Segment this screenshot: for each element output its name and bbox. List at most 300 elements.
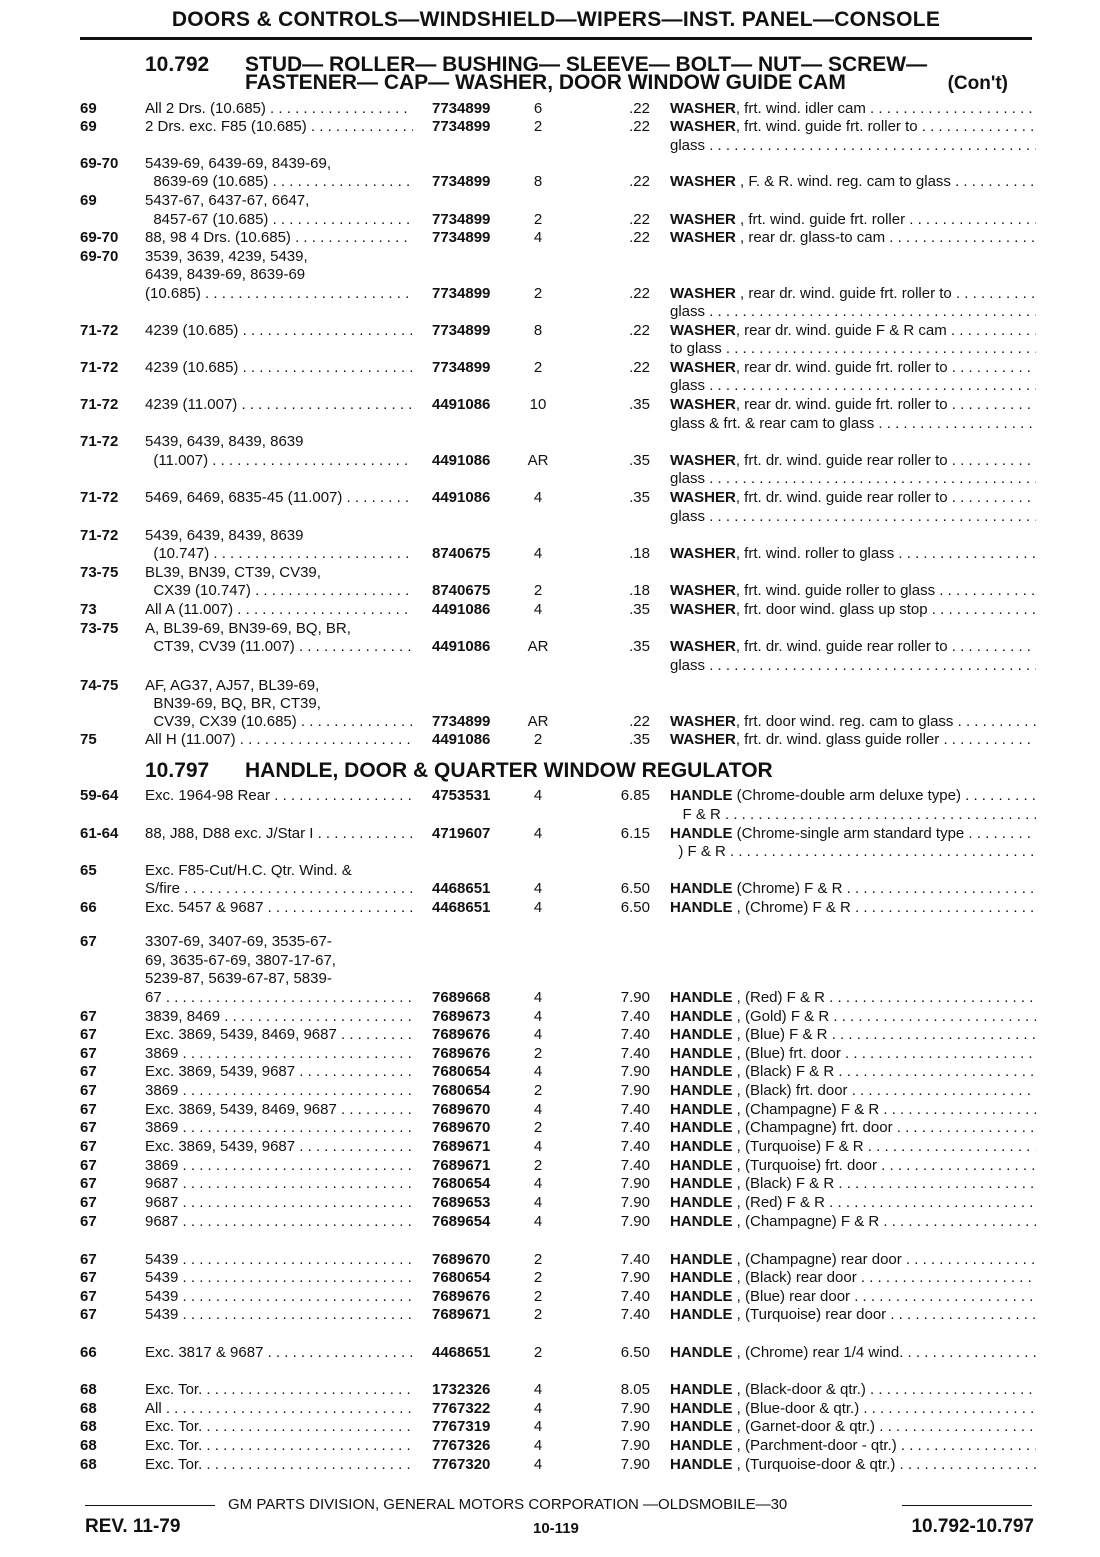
part-name: HANDLE <box>670 1418 733 1435</box>
part-detail: (Chrome) F & R <box>732 880 843 897</box>
part-number: 7734899 <box>432 211 491 228</box>
quantity: 4 <box>533 1400 543 1417</box>
application: All A (11.007) . . . <box>145 601 413 620</box>
price: 7.90 <box>620 1418 650 1435</box>
part-name: WASHER <box>670 229 736 246</box>
application: BL39, BN39, CT39, CV39, <box>145 564 321 581</box>
application: Exc. 3869, 5439, 9687 . . . <box>145 1063 413 1082</box>
part-number: 7680654 <box>432 1063 491 1080</box>
part-detail: ) F & R <box>670 843 726 860</box>
price: 6.50 <box>620 899 650 916</box>
application: 4239 (10.685) . . . <box>145 359 413 378</box>
price: .22 <box>629 322 650 339</box>
description <box>670 211 1036 230</box>
part-detail: , (Parchment-door - qtr.) <box>732 1437 897 1454</box>
part-name: HANDLE <box>670 899 733 916</box>
description <box>670 1119 1036 1138</box>
application: BN39-69, BQ, BR, CT39, <box>145 695 321 712</box>
description <box>670 489 1036 508</box>
application: 88, 98 4 Drs. (10.685) . . . <box>145 229 413 248</box>
part-detail: glass <box>670 657 706 674</box>
part-number: 4468651 <box>432 880 491 897</box>
quantity: 4 <box>533 601 543 618</box>
price: 7.40 <box>620 1008 650 1025</box>
part-detail: , (Red) F & R <box>732 1194 826 1211</box>
part-detail: , (Black-door & qtr.) <box>732 1381 866 1398</box>
application: Exc. Tor. . . . <box>145 1381 413 1400</box>
price: .22 <box>629 359 650 376</box>
description <box>670 657 1036 676</box>
quantity: 2 <box>533 359 543 376</box>
description <box>670 452 1036 471</box>
application: 5439, 6439, 8439, 8639 <box>145 433 304 450</box>
part-detail: , (Champagne) F & R <box>732 1213 880 1230</box>
part-detail: , (Black) frt. door <box>732 1082 848 1099</box>
part-detail: , rear dr. wind. guide frt. roller to <box>735 359 948 376</box>
part-detail: , (Turquoise) F & R <box>732 1138 864 1155</box>
application: 8457-67 (10.685) . . . <box>145 211 413 230</box>
description <box>670 137 1036 156</box>
model-year: 69 <box>80 118 97 135</box>
application: 3839, 8469 . . . <box>145 1008 413 1027</box>
application: 3869 . . . <box>145 1045 413 1064</box>
price: .35 <box>629 452 650 469</box>
part-detail: , (Turquoise-door & qtr.) <box>732 1456 896 1473</box>
part-number: 7689670 <box>432 1119 491 1136</box>
description <box>670 880 1036 899</box>
model-year: 68 <box>80 1418 97 1435</box>
price: 7.90 <box>620 1269 650 1286</box>
part-detail: , (Champagne) frt. door <box>732 1119 893 1136</box>
price: 7.90 <box>620 1063 650 1080</box>
model-year: 67 <box>80 933 97 950</box>
quantity: 6 <box>533 100 543 117</box>
part-detail: glass <box>670 508 706 525</box>
model-year: 67 <box>80 1026 97 1043</box>
part-name: HANDLE <box>670 1175 733 1192</box>
application: 5439 . . . <box>145 1306 413 1325</box>
description <box>670 303 1036 322</box>
quantity: 4 <box>533 787 543 804</box>
part-detail: glass <box>670 303 706 320</box>
quantity: 2 <box>533 731 543 748</box>
quantity: 2 <box>533 1157 543 1174</box>
part-number: 7734899 <box>432 118 491 135</box>
description <box>670 1194 1036 1213</box>
model-year: 59-64 <box>80 787 119 804</box>
application: Exc. Tor. . . . <box>145 1418 413 1437</box>
price: 7.40 <box>620 1026 650 1043</box>
part-detail: , frt. door wind. glass up stop <box>735 601 928 618</box>
description <box>670 1063 1036 1082</box>
part-name: HANDLE <box>670 1063 733 1080</box>
price: 7.40 <box>620 1045 650 1062</box>
description <box>670 1251 1036 1270</box>
part-name: WASHER <box>670 173 736 190</box>
quantity: 4 <box>533 825 543 842</box>
part-detail: , (Gold) F & R <box>732 1008 830 1025</box>
model-year: 68 <box>80 1456 97 1473</box>
application: 3869 . . . <box>145 1119 413 1138</box>
part-detail: , frt. wind. idler cam <box>735 100 866 117</box>
description <box>670 787 1036 806</box>
quantity: 8 <box>533 173 543 190</box>
model-year: 69 <box>80 100 97 117</box>
description <box>670 1288 1036 1307</box>
section-title-line1: STUD— ROLLER— BUSHING— SLEEVE— BOLT— NUT— SCREW— <box>245 53 928 76</box>
price: .35 <box>629 489 650 506</box>
model-year: 67 <box>80 1045 97 1062</box>
description <box>670 173 1036 192</box>
quantity: 2 <box>533 285 543 302</box>
price: 7.40 <box>620 1101 650 1118</box>
description <box>670 806 1036 825</box>
price: 6.85 <box>620 787 650 804</box>
application: 9687 . . . <box>145 1213 413 1232</box>
part-name: HANDLE <box>670 880 733 897</box>
price: .22 <box>629 173 650 190</box>
application: 5469, 6469, 6835-45 (11.007) . . . <box>145 489 413 508</box>
model-year: 66 <box>80 1344 97 1361</box>
part-name: HANDLE <box>670 1306 733 1323</box>
part-name: HANDLE <box>670 1344 733 1361</box>
quantity: 4 <box>533 489 543 506</box>
model-year: 67 <box>80 1101 97 1118</box>
model-year: 67 <box>80 1213 97 1230</box>
part-detail: , frt. wind. guide frt. roller <box>735 211 906 228</box>
model-year: 74-75 <box>80 677 119 694</box>
part-detail: , (Blue) rear door <box>732 1288 851 1305</box>
application: Exc. 3869, 5439, 9687 . . . <box>145 1138 413 1157</box>
description <box>670 1400 1036 1419</box>
quantity: 2 <box>533 582 543 599</box>
part-number: 4491086 <box>432 489 491 506</box>
part-name: HANDLE <box>670 1119 733 1136</box>
part-number: 7689673 <box>432 1008 491 1025</box>
part-name: HANDLE <box>670 1213 733 1230</box>
application: (10.685) . . . <box>145 285 413 304</box>
quantity: 4 <box>533 1008 543 1025</box>
model-year: 67 <box>80 1008 97 1025</box>
part-number: 7689671 <box>432 1138 491 1155</box>
part-detail: , (Red) F & R <box>732 989 826 1006</box>
part-name: HANDLE <box>670 1400 733 1417</box>
part-name: HANDLE <box>670 1251 733 1268</box>
quantity: 4 <box>533 229 543 246</box>
model-year: 67 <box>80 1251 97 1268</box>
description <box>670 377 1036 396</box>
application: 69, 3635-67-69, 3807-17-67, <box>145 952 336 969</box>
application: AF, AG37, AJ57, BL39-69, <box>145 677 320 694</box>
part-detail: , frt. dr. wind. guide rear roller to <box>735 638 948 655</box>
part-name: HANDLE <box>670 1101 733 1118</box>
part-name: HANDLE <box>670 787 733 804</box>
application: 2 Drs. exc. F85 (10.685) . . . <box>145 118 413 137</box>
quantity: 2 <box>533 1119 543 1136</box>
part-detail: , (Turquoise) frt. door <box>732 1157 877 1174</box>
part-detail: , rear dr. glass-to cam <box>735 229 886 246</box>
model-year: 68 <box>80 1400 97 1417</box>
part-number: 7689671 <box>432 1157 491 1174</box>
part-number: 7680654 <box>432 1082 491 1099</box>
quantity: 2 <box>533 1288 543 1305</box>
model-year: 67 <box>80 1288 97 1305</box>
application: 88, J88, D88 exc. J/Star I . . . <box>145 825 413 844</box>
page-header: DOORS & CONTROLS—WINDSHIELD—WIPERS—INST. PANEL—CONSOLE <box>171 8 941 31</box>
price: .22 <box>629 211 650 228</box>
part-number: 4491086 <box>432 731 491 748</box>
section-number: 10.797 <box>145 759 210 782</box>
model-year: 67 <box>80 1306 97 1323</box>
model-year: 61-64 <box>80 825 119 842</box>
part-number: 8740675 <box>432 582 491 599</box>
part-number: 7734899 <box>432 713 491 730</box>
part-detail: , (Blue-door & qtr.) <box>732 1400 860 1417</box>
application: A, BL39-69, BN39-69, BQ, BR, <box>145 620 351 637</box>
quantity: 4 <box>533 1381 543 1398</box>
part-detail: , (Blue) F & R <box>732 1026 828 1043</box>
application: Exc. F85-Cut/H.C. Qtr. Wind. & <box>145 862 352 879</box>
model-year: 67 <box>80 1082 97 1099</box>
model-year: 68 <box>80 1381 97 1398</box>
part-number: 7689653 <box>432 1194 491 1211</box>
price: 7.40 <box>620 1251 650 1268</box>
part-detail: , frt. wind. roller to glass <box>735 545 895 562</box>
model-year: 67 <box>80 1175 97 1192</box>
quantity: AR <box>527 638 549 655</box>
model-year: 71-72 <box>80 489 119 506</box>
price: .18 <box>629 545 650 562</box>
part-number: 7734899 <box>432 322 491 339</box>
application: 4239 (10.685) . . . <box>145 322 413 341</box>
price: .35 <box>629 601 650 618</box>
price: 7.40 <box>620 1138 650 1155</box>
model-year: 69-70 <box>80 229 119 246</box>
application: Exc. 3817 & 9687 . . . <box>145 1344 413 1363</box>
part-name: WASHER <box>670 638 736 655</box>
application: CT39, CV39 (11.007) . . . <box>145 638 413 657</box>
quantity: 2 <box>533 1251 543 1268</box>
model-year: 67 <box>80 1194 97 1211</box>
model-year: 71-72 <box>80 359 119 376</box>
description <box>670 1344 1036 1363</box>
price: .22 <box>629 118 650 135</box>
description <box>670 638 1036 657</box>
description <box>670 100 1036 119</box>
part-name: WASHER <box>670 713 736 730</box>
quantity: 4 <box>533 899 543 916</box>
quantity: 2 <box>533 211 543 228</box>
part-number: 4753531 <box>432 787 491 804</box>
application: 3869 . . . <box>145 1157 413 1176</box>
part-detail: , (Chrome) rear 1/4 wind. <box>732 1344 904 1361</box>
quantity: 4 <box>533 1101 543 1118</box>
quantity: 4 <box>533 1026 543 1043</box>
price: .35 <box>629 731 650 748</box>
price: 7.90 <box>620 1456 650 1473</box>
part-detail: , (Turquoise) rear door <box>732 1306 887 1323</box>
part-number: 7734899 <box>432 229 491 246</box>
part-name: WASHER <box>670 545 736 562</box>
part-number: 7734899 <box>432 359 491 376</box>
part-detail: , frt. dr. wind. glass guide roller <box>735 731 940 748</box>
application: All 2 Drs. (10.685) . . . <box>145 100 413 119</box>
model-year: 67 <box>80 1063 97 1080</box>
part-name: HANDLE <box>670 1026 733 1043</box>
description <box>670 1213 1036 1232</box>
description <box>670 396 1036 415</box>
application: (11.007) . . . <box>145 452 413 471</box>
quantity: 4 <box>533 1418 543 1435</box>
part-detail: , frt. dr. wind. guide rear roller to <box>735 452 948 469</box>
footer-division: GM PARTS DIVISION, GENERAL MOTORS CORPORATION —OLDSMOBILE—30 <box>228 1496 788 1513</box>
quantity: 4 <box>533 1138 543 1155</box>
part-detail: , (Black) rear door <box>732 1269 857 1286</box>
quantity: 2 <box>533 1269 543 1286</box>
part-number: 7689676 <box>432 1026 491 1043</box>
application: All . . . <box>145 1400 413 1419</box>
description <box>670 1082 1036 1101</box>
price: 6.50 <box>620 1344 650 1361</box>
page-number: 10-119 <box>533 1520 579 1537</box>
part-name: WASHER <box>670 396 736 413</box>
model-year: 73-75 <box>80 620 119 637</box>
part-number: 7767319 <box>432 1418 491 1435</box>
model-year: 66 <box>80 899 97 916</box>
description <box>670 1008 1036 1027</box>
part-name: WASHER <box>670 322 736 339</box>
description <box>670 1381 1036 1400</box>
description <box>670 1456 1036 1475</box>
application: (10.747) . . . <box>145 545 413 564</box>
model-year: 67 <box>80 1119 97 1136</box>
part-detail: , (Black) F & R <box>732 1063 835 1080</box>
part-number: 7689676 <box>432 1045 491 1062</box>
part-number: 7689668 <box>432 989 491 1006</box>
price: .22 <box>629 713 650 730</box>
quantity: 4 <box>533 989 543 1006</box>
part-name: WASHER <box>670 118 736 135</box>
part-name: WASHER <box>670 601 736 618</box>
part-name: WASHER <box>670 359 736 376</box>
part-number: 7734899 <box>432 173 491 190</box>
part-number: 7689670 <box>432 1101 491 1118</box>
part-detail: , frt. wind. guide frt. roller to <box>735 118 918 135</box>
part-number: 7689676 <box>432 1288 491 1305</box>
quantity: 2 <box>533 1344 543 1361</box>
application: 5239-87, 5639-67-87, 5839- <box>145 970 332 987</box>
description <box>670 1138 1036 1157</box>
description <box>670 1269 1036 1288</box>
part-number: 1732326 <box>432 1381 491 1398</box>
description <box>670 582 1036 601</box>
part-name: HANDLE <box>670 1045 733 1062</box>
application: 5439 . . . <box>145 1269 413 1288</box>
description <box>670 229 1036 248</box>
part-detail: , frt. door wind. reg. cam to glass <box>735 713 954 730</box>
part-number: 7689654 <box>432 1213 491 1230</box>
part-detail: to glass <box>670 340 722 357</box>
model-year: 71-72 <box>80 322 119 339</box>
part-number: 7734899 <box>432 100 491 117</box>
revision-date: REV. 11-79 <box>85 1516 181 1537</box>
part-detail: glass <box>670 470 706 487</box>
description <box>670 731 1036 750</box>
part-name: HANDLE <box>670 989 733 1006</box>
quantity: 4 <box>533 1456 543 1473</box>
part-name: WASHER <box>670 452 736 469</box>
quantity: AR <box>527 713 549 730</box>
model-year: 71-72 <box>80 527 119 544</box>
part-name: WASHER <box>670 582 736 599</box>
price: 6.15 <box>620 825 650 842</box>
part-detail: , (Blue) frt. door <box>732 1045 841 1062</box>
quantity: 4 <box>533 1175 543 1192</box>
price: 7.90 <box>620 1400 650 1417</box>
part-number: 7734899 <box>432 285 491 302</box>
quantity: 2 <box>533 1045 543 1062</box>
model-year: 69-70 <box>80 248 119 265</box>
part-name: WASHER <box>670 100 736 117</box>
price: 7.90 <box>620 1213 650 1230</box>
quantity: 4 <box>533 1213 543 1230</box>
quantity: 2 <box>533 1306 543 1323</box>
model-year: 71-72 <box>80 433 119 450</box>
part-detail: glass & frt. & rear cam to glass <box>670 415 875 432</box>
price: 7.90 <box>620 989 650 1006</box>
part-number: 4491086 <box>432 638 491 655</box>
application: 9687 . . . <box>145 1175 413 1194</box>
description <box>670 989 1036 1008</box>
application: Exc. Tor. . . . <box>145 1437 413 1456</box>
part-name: HANDLE <box>670 1437 733 1454</box>
price: 7.90 <box>620 1194 650 1211</box>
description <box>670 601 1036 620</box>
part-detail: , rear dr. wind. guide frt. roller to <box>735 396 948 413</box>
footer-rule-left <box>85 1505 215 1506</box>
description <box>670 322 1036 341</box>
description <box>670 825 1036 844</box>
part-detail: glass <box>670 377 706 394</box>
part-name: HANDLE <box>670 825 733 842</box>
description <box>670 713 1036 732</box>
price: 7.40 <box>620 1288 650 1305</box>
part-number: 7689670 <box>432 1251 491 1268</box>
part-detail: , rear dr. wind. guide frt. roller to <box>735 285 952 302</box>
application: 3869 . . . <box>145 1082 413 1101</box>
application: Exc. 3869, 5439, 8469, 9687 . . . <box>145 1101 413 1120</box>
quantity: 4 <box>533 1194 543 1211</box>
description <box>670 340 1036 359</box>
application: 67 . . . <box>145 989 413 1008</box>
quantity: 4 <box>533 880 543 897</box>
description <box>670 118 1036 137</box>
part-number: 4468651 <box>432 1344 491 1361</box>
quantity: 4 <box>533 1063 543 1080</box>
description <box>670 1101 1036 1120</box>
price: 7.90 <box>620 1175 650 1192</box>
section-title-line2: FASTENER— CAP— WASHER, DOOR WINDOW GUIDE CAM <box>245 71 846 94</box>
model-year: 75 <box>80 731 97 748</box>
quantity: 4 <box>533 1437 543 1454</box>
part-name: HANDLE <box>670 1008 733 1025</box>
part-detail: , rear dr. wind. guide F & R cam <box>735 322 947 339</box>
part-name: HANDLE <box>670 1157 733 1174</box>
part-detail: , (Champagne) rear door <box>732 1251 902 1268</box>
price: .22 <box>629 100 650 117</box>
application: 6439, 8439-69, 8639-69 <box>145 266 306 283</box>
part-name: WASHER <box>670 285 736 302</box>
